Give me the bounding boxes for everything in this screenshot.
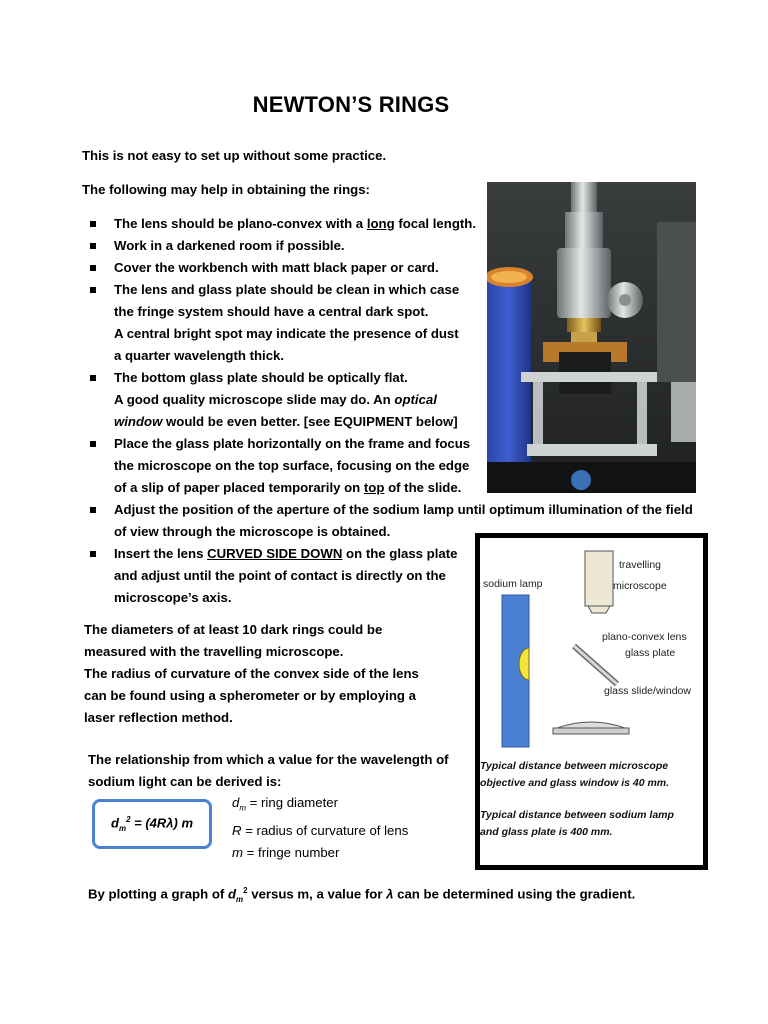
conclusion-part: By plotting a graph of bbox=[88, 886, 228, 902]
note-line: and glass plate is 400 mm. bbox=[480, 826, 613, 838]
intro-text: This is not easy to set up without some practice. bbox=[82, 148, 387, 163]
bullet-text: Insert the lens bbox=[114, 546, 208, 561]
legend-text: = radius of curvature of lens bbox=[241, 822, 409, 838]
bullet-text: the fringe system should have a central dark spot. bbox=[114, 304, 429, 319]
bullet-text: of the slide. bbox=[384, 480, 462, 495]
emphasis-curved-side-down: CURVED SIDE DOWN bbox=[207, 546, 343, 561]
legend-symbol: R bbox=[232, 822, 242, 838]
relationship-paragraph bbox=[88, 749, 449, 793]
legend-m bbox=[232, 842, 408, 864]
label-lens: plano-convex lens bbox=[602, 631, 687, 643]
bullet-text: of a slip of paper placed temporarily on bbox=[114, 480, 364, 495]
legend-d bbox=[232, 792, 408, 820]
emphasis-top: top bbox=[363, 480, 385, 495]
lambda-symbol: λ bbox=[386, 886, 394, 902]
bullet-text: A central bright spot may indicate the presence of dust bbox=[114, 326, 459, 341]
formula-subscript: m bbox=[118, 823, 127, 833]
paragraph-line: The diameters of at least 10 dark rings could be bbox=[84, 622, 383, 637]
conclusion-symbol: d bbox=[227, 886, 236, 902]
bullet-text: The lens and glass plate should be clean in which case bbox=[114, 282, 460, 297]
emphasis-long: long bbox=[366, 216, 395, 231]
formula-superscript: 2 bbox=[126, 815, 131, 825]
glass-plate-highlight bbox=[574, 646, 617, 684]
bullet-text: and adjust until the point of contact is directly on the bbox=[114, 568, 446, 583]
formula-box bbox=[92, 799, 212, 849]
note-line: Typical distance between microscope bbox=[480, 760, 669, 772]
apparatus-photo bbox=[487, 182, 696, 493]
page-title: NEWTON’S RINGS bbox=[252, 92, 450, 117]
method-paragraph bbox=[84, 619, 419, 729]
bullet-text: Place the glass plate horizontally on the frame and focus bbox=[114, 436, 471, 451]
label-sodium-lamp: sodium lamp bbox=[483, 578, 543, 590]
legend-symbol: m bbox=[232, 844, 243, 860]
microscope-objective-shape bbox=[588, 606, 610, 613]
paragraph-line: measured with the travelling microscope. bbox=[84, 644, 344, 659]
conclusion-subscript: m bbox=[236, 895, 244, 905]
paragraph-line: can be found using a spherometer or by employing a bbox=[84, 688, 416, 703]
bullet-text: Work in a darkened room if possible. bbox=[114, 238, 345, 253]
label-microscope-1: travelling bbox=[619, 559, 662, 571]
glass-slide-shape bbox=[553, 728, 629, 734]
bullet-text: of view through the microscope is obtained. bbox=[114, 524, 391, 539]
bullet-text: A good quality microscope slide may do. An bbox=[114, 392, 395, 407]
emphasis-window: window bbox=[114, 414, 163, 429]
label-glass-plate: glass plate bbox=[625, 647, 676, 659]
legend-text: = fringe number bbox=[243, 844, 340, 860]
paragraph-line: The relationship from which a value for the wavelength of bbox=[88, 752, 449, 767]
bullet-text: a quarter wavelength thick. bbox=[114, 348, 285, 363]
bullet-text: on the glass plate bbox=[342, 546, 458, 561]
bullet-text: focal length. bbox=[394, 216, 476, 231]
note-line: Typical distance between sodium lamp bbox=[480, 809, 674, 821]
setup-diagram bbox=[475, 533, 708, 870]
label-microscope-2: microscope bbox=[613, 580, 667, 592]
note-microscope-distance bbox=[480, 758, 669, 792]
bullet-text: Adjust the position of the aperture of the sodium lamp until optimum illumination of the field bbox=[114, 502, 693, 517]
formula-rhs: = (4Rλ) m bbox=[130, 815, 194, 831]
help-heading: The following may help in obtaining the rings: bbox=[82, 182, 370, 197]
bullet-text: The bottom glass plate should be optically flat. bbox=[114, 370, 408, 385]
bullet-text: the microscope on the top surface, focusing on the edge bbox=[114, 458, 470, 473]
legend-symbol: d bbox=[232, 795, 240, 810]
formula-symbol: d bbox=[110, 815, 119, 831]
note-line: objective and glass window is 40 mm. bbox=[480, 777, 670, 789]
conclusion-superscript: 2 bbox=[243, 886, 248, 895]
legend-r bbox=[232, 820, 408, 842]
emphasis-optical: optical bbox=[394, 392, 437, 407]
paragraph-line: sodium light can be derived is: bbox=[88, 774, 282, 789]
paragraph-line: laser reflection method. bbox=[84, 710, 233, 725]
conclusion-text bbox=[88, 880, 635, 911]
legend-subscript: m bbox=[239, 803, 247, 813]
bullet-text: microscope’s axis. bbox=[114, 590, 232, 605]
formula bbox=[111, 815, 193, 833]
conclusion-part: can be determined using the gradient. bbox=[393, 886, 636, 902]
lens-shape bbox=[557, 722, 625, 728]
legend-text: = ring diameter bbox=[246, 795, 339, 810]
formula-legend bbox=[232, 792, 408, 864]
note-lamp-distance bbox=[480, 807, 674, 841]
paragraph-line: The radius of curvature of the convex side of the lens bbox=[84, 666, 419, 681]
bullet-text: would be even better. [see EQUIPMENT below] bbox=[162, 414, 458, 429]
label-glass-slide: glass slide/window bbox=[604, 685, 691, 697]
apparatus-illustration bbox=[487, 182, 696, 493]
bullet-text: The lens should be plano-convex with a bbox=[114, 216, 367, 231]
microscope-shape bbox=[585, 551, 613, 606]
bullet-text: Cover the workbench with matt black paper or card. bbox=[114, 260, 439, 275]
conclusion-part: versus m, a value for bbox=[247, 886, 387, 902]
